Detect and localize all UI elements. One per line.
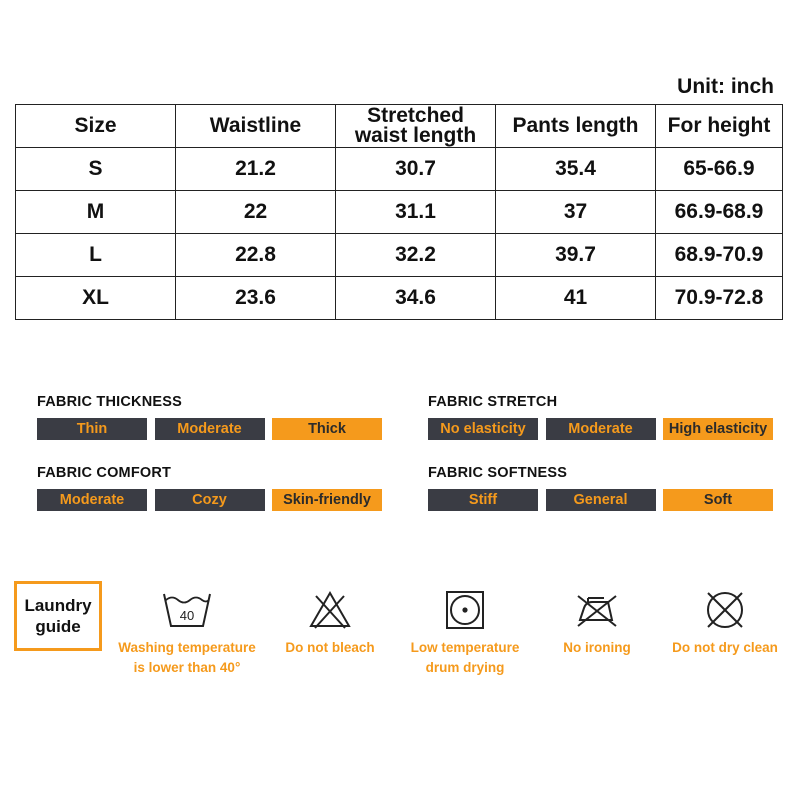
caption-no-ironing: No ironing <box>563 640 631 655</box>
no-bleach-icon <box>308 590 352 630</box>
fabric-stretch-section <box>428 394 773 440</box>
cell-waistline: 22 <box>176 191 336 234</box>
cell-pants-length: 41 <box>496 277 656 320</box>
cell-for-height: 68.9-70.9 <box>656 234 783 277</box>
cell-waistline: 22.8 <box>176 234 336 277</box>
comfort-option-skin-friendly: Skin-friendly <box>272 489 382 511</box>
fabric-softness-section <box>428 465 773 511</box>
laundry-title-line2: guide <box>35 617 81 636</box>
caption-do-not-dry-clean: Do not dry clean <box>672 640 778 655</box>
softness-option-soft: Soft <box>663 489 773 511</box>
header-size: Size <box>16 105 176 148</box>
caption-do-not-bleach: Do not bleach <box>285 640 375 655</box>
cell-for-height: 70.9-72.8 <box>656 277 783 320</box>
header-stretched-line2: waist length <box>354 124 477 147</box>
thickness-option-moderate: Moderate <box>155 418 265 440</box>
fabric-comfort-section <box>37 465 382 511</box>
fabric-softness-title: FABRIC SOFTNESS <box>428 465 568 481</box>
table-row <box>16 277 783 320</box>
stretch-option-high-elasticity: High elasticity <box>663 418 773 440</box>
table-row <box>16 234 783 277</box>
fabric-stretch-title: FABRIC STRETCH <box>428 394 558 410</box>
cell-pants-length: 35.4 <box>496 148 656 191</box>
cell-stretched-waist: 34.6 <box>336 277 496 320</box>
fabric-comfort-title: FABRIC COMFORT <box>37 465 172 481</box>
wash-40-icon <box>162 590 212 630</box>
cell-for-height: 66.9-68.9 <box>656 191 783 234</box>
cell-size: S <box>16 148 176 191</box>
laundry-title-line1: Laundry <box>24 596 92 615</box>
table-row <box>16 191 783 234</box>
comfort-option-cozy: Cozy <box>155 489 265 511</box>
caption-washing-temperature: Washing temperature is lower than 40° <box>118 640 256 675</box>
header-stretched-line1: Stretched <box>367 104 464 127</box>
table-row <box>16 148 783 191</box>
cell-size: XL <box>16 277 176 320</box>
stretch-option-no-elasticity: No elasticity <box>428 418 538 440</box>
care-no-dry-clean <box>662 590 788 658</box>
table-header-row <box>16 105 783 148</box>
softness-option-stiff: Stiff <box>428 489 538 511</box>
comfort-option-moderate: Moderate <box>37 489 147 511</box>
care-no-bleach <box>276 590 384 658</box>
care-no-ironing <box>550 590 644 658</box>
cell-pants-length: 39.7 <box>496 234 656 277</box>
size-chart-table <box>15 104 783 320</box>
cell-for-height: 65-66.9 <box>656 148 783 191</box>
no-dry-clean-icon <box>703 590 747 630</box>
laundry-guide-label <box>14 581 102 651</box>
header-for-height: For height <box>656 105 783 148</box>
unit-label: Unit: inch <box>677 75 774 98</box>
cell-size: M <box>16 191 176 234</box>
thickness-option-thin: Thin <box>37 418 147 440</box>
svg-text:40: 40 <box>179 608 195 623</box>
thickness-option-thick: Thick <box>272 418 382 440</box>
cell-stretched-waist: 32.2 <box>336 234 496 277</box>
caption-low-temperature-drum-drying: Low temperature drum drying <box>410 640 520 675</box>
cell-waistline: 21.2 <box>176 148 336 191</box>
cell-size: L <box>16 234 176 277</box>
header-pants-length: Pants length <box>496 105 656 148</box>
stretch-option-moderate: Moderate <box>546 418 656 440</box>
cell-stretched-waist: 31.1 <box>336 191 496 234</box>
fabric-thickness-section <box>37 394 382 440</box>
cell-pants-length: 37 <box>496 191 656 234</box>
header-waistline: Waistline <box>176 105 336 148</box>
cell-waistline: 23.6 <box>176 277 336 320</box>
care-low-temp-drum-drying <box>398 590 532 678</box>
no-ironing-icon <box>574 590 620 630</box>
softness-option-general: General <box>546 489 656 511</box>
care-wash-40 <box>108 590 266 678</box>
low-temp-tumble-dry-icon <box>443 590 487 630</box>
cell-stretched-waist: 30.7 <box>336 148 496 191</box>
header-stretched-waist-length <box>336 105 496 148</box>
fabric-thickness-title: FABRIC THICKNESS <box>37 394 182 410</box>
